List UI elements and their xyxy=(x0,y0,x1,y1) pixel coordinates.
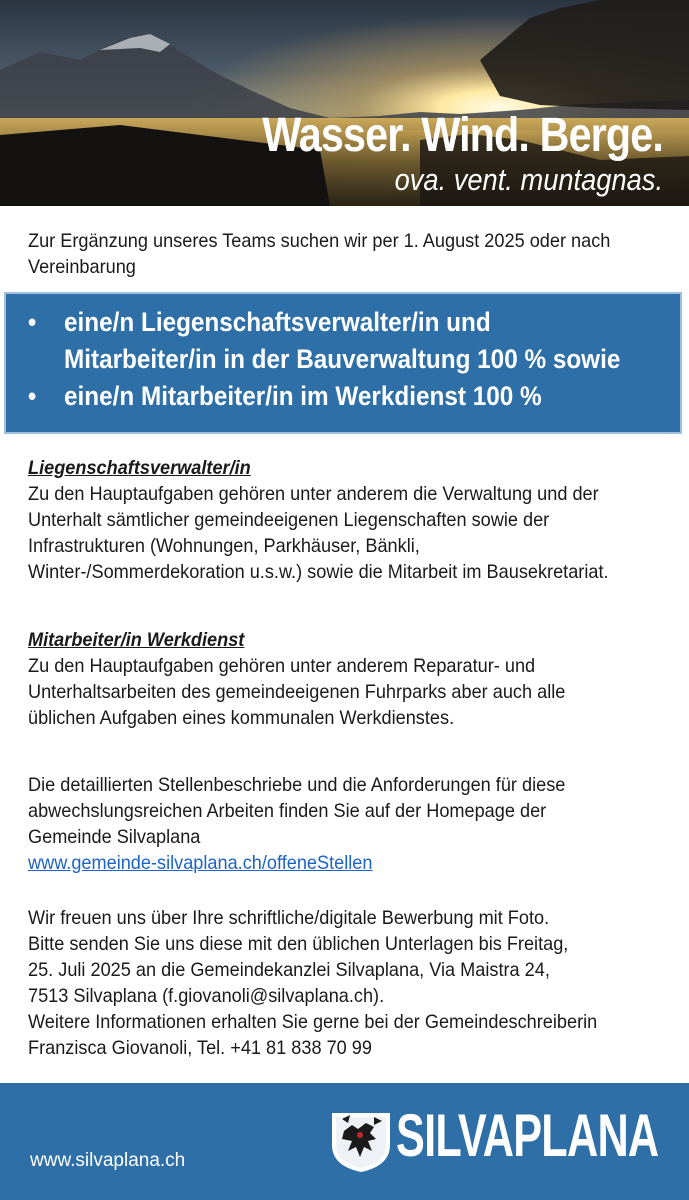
coat-of-arms-icon xyxy=(330,1111,392,1173)
section-text: Zu den Hauptaufgaben gehören unter anderem die Verwaltung und der Unterhalt sämtlicher gemeindeeigenen Liegenschaften sowie der Infrastrukturen (Wohnungen, Parkhäuser, Bänkli, Winter-/Sommerdekoration u.s.w.) sowie die Mitarbeit im Bausekretariat. xyxy=(28,483,609,583)
section-heading: Mitarbeiter/in Werkdienst xyxy=(28,629,245,651)
brand-wordmark: SILVAPLANA xyxy=(396,1102,659,1169)
application-block: Wir freuen uns über Ihre schriftliche/digitale Bewerbung mit Foto. Bitte senden Sie uns diese mit den üblichen Unterlagen bis Freitag, 25. Juli 2025 an die Gemeindekanzlei Silvaplana, Via Maistra 24, 7513 Silvaplana (f.giovanoli@silvaplana.ch). Weitere Informationen erhalten Sie gerne bei der Gemeindeschreiberin Franzisca Giovanoli, Tel. +41 81 838 70 99 xyxy=(28,907,598,1059)
bullet-icon: • xyxy=(28,307,37,337)
section-text: Zu den Hauptaufgaben gehören unter anderem Reparatur- und Unterhaltsarbeiten des gemeindeeigenen Fuhrparks aber auch alle üblichen Aufgaben eines kommunalen Werkdienstes. xyxy=(28,655,566,729)
footer xyxy=(0,1083,689,1200)
details-text: Die detaillierten Stellenbeschriebe und die Anforderungen für diese abwechslungsreichen Arbeiten finden Sie auf der Homepage der Gemeinde Silvaplana xyxy=(28,774,566,848)
section-property-manager xyxy=(28,455,623,585)
hero-title: Wasser. Wind. Berge. xyxy=(262,109,663,162)
position-item: • eine/n Liegenschaftsverwalter/in und Mitarbeiter/in in der Bauverwaltung 100 % sowie xyxy=(28,304,640,378)
section-works-service xyxy=(28,627,623,731)
bullet-icon: • xyxy=(28,381,37,411)
footer-url[interactable]: www.silvaplana.ch xyxy=(30,1150,186,1171)
hero-banner xyxy=(0,0,689,206)
details-block xyxy=(28,772,623,876)
hero-subtitle: ova. vent. muntagnas. xyxy=(394,162,663,197)
job-listings-link[interactable]: www.gemeinde-silvaplana.ch/offeneStellen xyxy=(28,852,373,874)
positions-list xyxy=(28,304,640,415)
position-item: • eine/n Mitarbeiter/in im Werkdienst 100 % xyxy=(28,378,640,415)
positions-banner xyxy=(4,292,682,434)
section-heading: Liegenschaftsverwalter/in xyxy=(28,457,251,479)
intro-text: Zur Ergänzung unseres Teams suchen wir per 1. August 2025 oder nach Vereinbarung xyxy=(28,230,611,278)
